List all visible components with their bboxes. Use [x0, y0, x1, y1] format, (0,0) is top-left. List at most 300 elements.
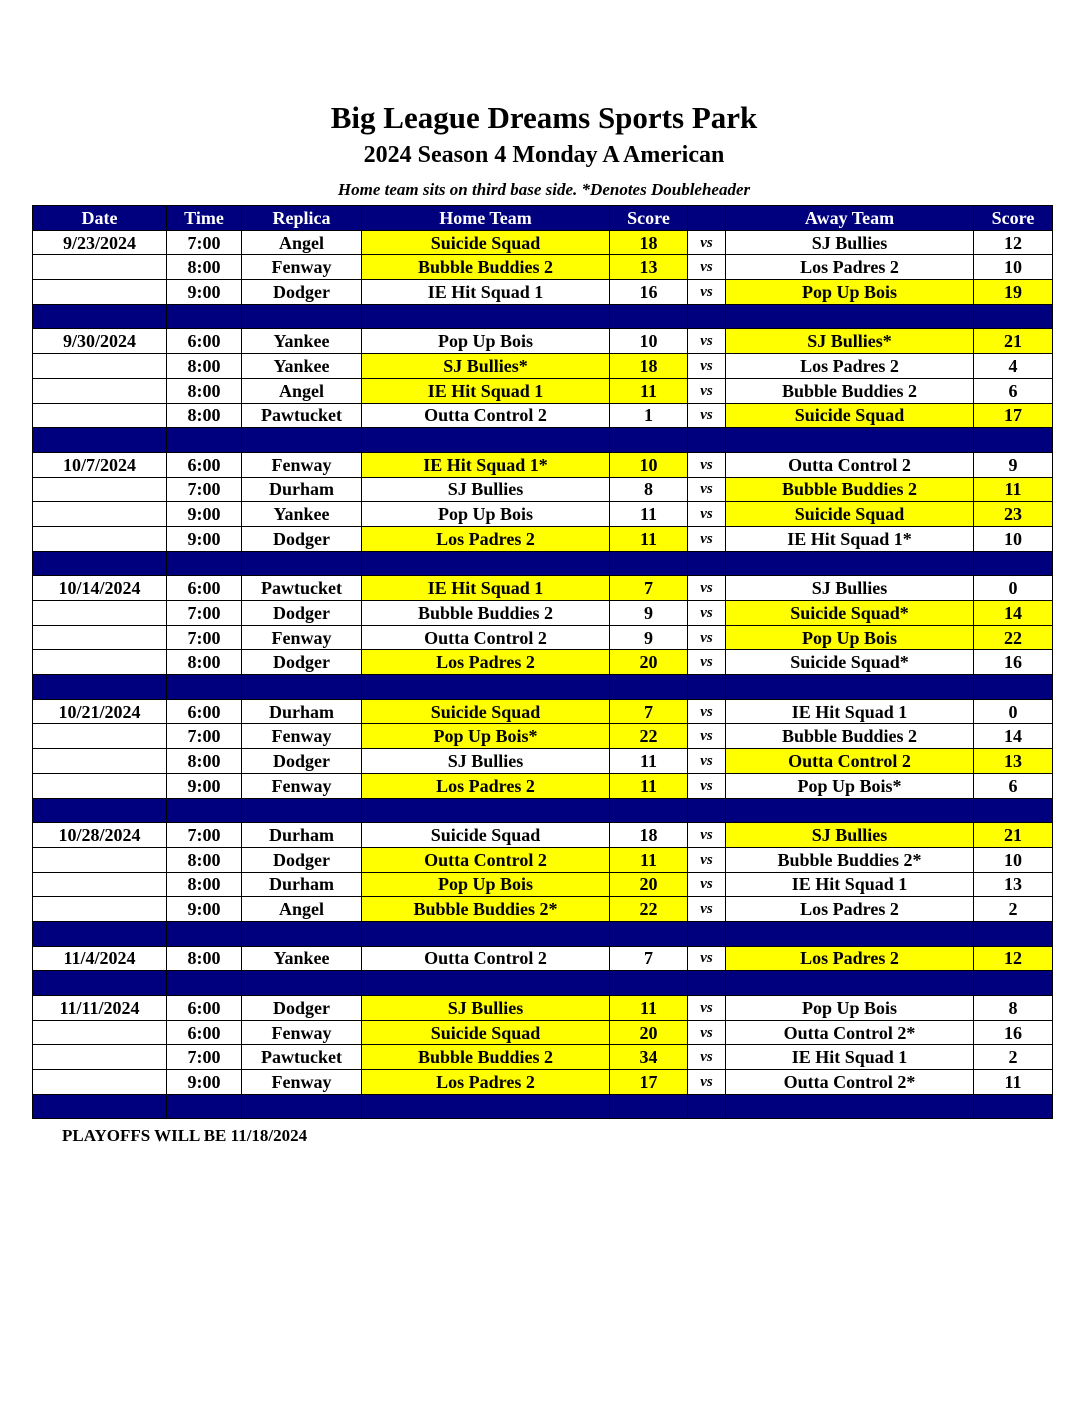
replica-cell: Dodger — [242, 280, 362, 305]
home-team-cell: Los Padres 2 — [362, 526, 610, 551]
replica-cell: Yankee — [242, 354, 362, 379]
away-team-cell: IE Hit Squad 1 — [726, 1045, 974, 1070]
away-score-cell: 14 — [974, 601, 1053, 626]
week-separator-row — [33, 971, 1053, 996]
col-header-away-score: Score — [974, 206, 1053, 231]
separator-cell — [974, 921, 1053, 946]
time-cell: 6:00 — [167, 1020, 242, 1045]
separator-cell — [974, 304, 1053, 329]
replica-cell: Yankee — [242, 329, 362, 354]
time-cell: 7:00 — [167, 601, 242, 626]
separator-cell — [33, 428, 167, 453]
vs-cell: vs — [688, 477, 726, 502]
table-row — [33, 452, 1053, 477]
vs-cell: vs — [688, 576, 726, 601]
home-score-cell: 9 — [610, 625, 688, 650]
week-separator-row — [33, 921, 1053, 946]
home-score-cell: 11 — [610, 526, 688, 551]
replica-cell: Fenway — [242, 1070, 362, 1095]
separator-cell — [688, 971, 726, 996]
away-team-cell: IE Hit Squad 1 — [726, 699, 974, 724]
time-cell: 9:00 — [167, 280, 242, 305]
table-row — [33, 724, 1053, 749]
replica-cell: Angel — [242, 897, 362, 922]
vs-cell: vs — [688, 280, 726, 305]
separator-cell — [167, 971, 242, 996]
vs-cell: vs — [688, 378, 726, 403]
date-cell: 10/14/2024 — [33, 576, 167, 601]
date-cell — [33, 724, 167, 749]
separator-cell — [167, 798, 242, 823]
home-score-cell: 20 — [610, 872, 688, 897]
col-header-time: Time — [167, 206, 242, 231]
date-cell — [33, 847, 167, 872]
separator-cell — [688, 675, 726, 700]
away-team-cell: Los Padres 2 — [726, 897, 974, 922]
date-cell — [33, 650, 167, 675]
away-team-cell: Bubble Buddies 2 — [726, 477, 974, 502]
replica-cell: Dodger — [242, 650, 362, 675]
home-team-cell: Outta Control 2 — [362, 847, 610, 872]
replica-cell: Durham — [242, 872, 362, 897]
separator-cell — [726, 551, 974, 576]
separator-cell — [610, 921, 688, 946]
col-header-date: Date — [33, 206, 167, 231]
separator-cell — [33, 921, 167, 946]
away-score-cell: 2 — [974, 897, 1053, 922]
time-cell: 9:00 — [167, 773, 242, 798]
replica-cell: Dodger — [242, 601, 362, 626]
replica-cell: Durham — [242, 477, 362, 502]
separator-cell — [167, 921, 242, 946]
table-row — [33, 650, 1053, 675]
week-separator-row — [33, 1094, 1053, 1119]
home-score-cell: 18 — [610, 230, 688, 255]
table-row — [33, 1070, 1053, 1095]
date-cell — [33, 625, 167, 650]
home-team-cell: Suicide Squad — [362, 699, 610, 724]
date-cell — [33, 1045, 167, 1070]
home-score-cell: 13 — [610, 255, 688, 280]
replica-cell: Pawtucket — [242, 1045, 362, 1070]
separator-cell — [726, 971, 974, 996]
date-cell — [33, 477, 167, 502]
table-row — [33, 255, 1053, 280]
separator-cell — [167, 304, 242, 329]
separator-cell — [33, 1094, 167, 1119]
separator-cell — [688, 1094, 726, 1119]
away-team-cell: SJ Bullies* — [726, 329, 974, 354]
time-cell: 8:00 — [167, 847, 242, 872]
table-row — [33, 230, 1053, 255]
date-cell: 10/7/2024 — [33, 452, 167, 477]
replica-cell: Fenway — [242, 724, 362, 749]
date-cell — [33, 773, 167, 798]
away-team-cell: Outta Control 2 — [726, 749, 974, 774]
home-score-cell: 20 — [610, 650, 688, 675]
home-score-cell: 11 — [610, 773, 688, 798]
away-score-cell: 11 — [974, 1070, 1053, 1095]
separator-cell — [688, 798, 726, 823]
vs-cell: vs — [688, 996, 726, 1021]
table-row — [33, 477, 1053, 502]
away-score-cell: 16 — [974, 650, 1053, 675]
table-row — [33, 847, 1053, 872]
home-score-cell: 1 — [610, 403, 688, 428]
replica-cell: Angel — [242, 230, 362, 255]
col-header-away-team: Away Team — [726, 206, 974, 231]
replica-cell: Dodger — [242, 996, 362, 1021]
away-team-cell: Pop Up Bois — [726, 996, 974, 1021]
time-cell: 8:00 — [167, 255, 242, 280]
separator-cell — [610, 1094, 688, 1119]
away-team-cell: Suicide Squad — [726, 403, 974, 428]
vs-cell: vs — [688, 946, 726, 971]
separator-cell — [726, 1094, 974, 1119]
away-score-cell: 22 — [974, 625, 1053, 650]
vs-cell: vs — [688, 403, 726, 428]
vs-cell: vs — [688, 452, 726, 477]
home-team-cell: Bubble Buddies 2* — [362, 897, 610, 922]
col-header-replica: Replica — [242, 206, 362, 231]
replica-cell: Yankee — [242, 946, 362, 971]
replica-cell: Fenway — [242, 255, 362, 280]
separator-cell — [726, 675, 974, 700]
separator-cell — [688, 304, 726, 329]
home-team-cell: Bubble Buddies 2 — [362, 601, 610, 626]
home-team-cell: Suicide Squad — [362, 230, 610, 255]
vs-cell: vs — [688, 329, 726, 354]
table-row — [33, 996, 1053, 1021]
replica-cell: Fenway — [242, 452, 362, 477]
separator-cell — [167, 551, 242, 576]
date-cell — [33, 1070, 167, 1095]
replica-cell: Dodger — [242, 847, 362, 872]
time-cell: 8:00 — [167, 650, 242, 675]
home-team-cell: Los Padres 2 — [362, 650, 610, 675]
table-row — [33, 872, 1053, 897]
home-score-cell: 18 — [610, 354, 688, 379]
vs-cell: vs — [688, 724, 726, 749]
page-subtitle: 2024 Season 4 Monday A American — [363, 142, 725, 168]
schedule-body — [33, 230, 1053, 1119]
time-cell: 6:00 — [167, 452, 242, 477]
separator-cell — [974, 798, 1053, 823]
home-score-cell: 11 — [610, 996, 688, 1021]
replica-cell: Pawtucket — [242, 403, 362, 428]
col-header-home-team: Home Team — [362, 206, 610, 231]
home-score-cell: 17 — [610, 1070, 688, 1095]
separator-cell — [242, 1094, 362, 1119]
date-cell: 9/30/2024 — [33, 329, 167, 354]
home-team-cell: Pop Up Bois — [362, 502, 610, 527]
vs-cell: vs — [688, 526, 726, 551]
vs-cell: vs — [688, 255, 726, 280]
col-header-vs — [688, 206, 726, 231]
away-team-cell: IE Hit Squad 1 — [726, 872, 974, 897]
away-team-cell: IE Hit Squad 1* — [726, 526, 974, 551]
replica-cell: Fenway — [242, 1020, 362, 1045]
replica-cell: Pawtucket — [242, 576, 362, 601]
home-team-cell: Outta Control 2 — [362, 946, 610, 971]
away-score-cell: 19 — [974, 280, 1053, 305]
away-score-cell: 6 — [974, 378, 1053, 403]
separator-cell — [33, 304, 167, 329]
separator-cell — [242, 798, 362, 823]
away-team-cell: Los Padres 2 — [726, 354, 974, 379]
week-separator-row — [33, 675, 1053, 700]
separator-cell — [242, 921, 362, 946]
home-team-cell: Outta Control 2 — [362, 403, 610, 428]
time-cell: 7:00 — [167, 823, 242, 848]
home-team-cell: Bubble Buddies 2 — [362, 1045, 610, 1070]
home-score-cell: 16 — [610, 280, 688, 305]
away-score-cell: 13 — [974, 749, 1053, 774]
schedule-note: Home team sits on third base side. *Denotes Doubleheader — [337, 180, 751, 199]
home-score-cell: 10 — [610, 452, 688, 477]
date-cell — [33, 378, 167, 403]
time-cell: 7:00 — [167, 724, 242, 749]
home-score-cell: 7 — [610, 946, 688, 971]
replica-cell: Yankee — [242, 502, 362, 527]
separator-cell — [242, 675, 362, 700]
week-separator-row — [33, 304, 1053, 329]
home-team-cell: IE Hit Squad 1* — [362, 452, 610, 477]
separator-cell — [33, 971, 167, 996]
replica-cell: Dodger — [242, 749, 362, 774]
away-score-cell: 10 — [974, 255, 1053, 280]
away-score-cell: 4 — [974, 354, 1053, 379]
vs-cell: vs — [688, 897, 726, 922]
vs-cell: vs — [688, 773, 726, 798]
home-score-cell: 7 — [610, 576, 688, 601]
vs-cell: vs — [688, 1020, 726, 1045]
time-cell: 8:00 — [167, 872, 242, 897]
date-cell — [33, 255, 167, 280]
home-score-cell: 11 — [610, 749, 688, 774]
vs-cell: vs — [688, 502, 726, 527]
away-score-cell: 21 — [974, 823, 1053, 848]
table-row — [33, 354, 1053, 379]
away-team-cell: Pop Up Bois — [726, 280, 974, 305]
separator-cell — [33, 551, 167, 576]
date-cell: 11/11/2024 — [33, 996, 167, 1021]
home-team-cell: SJ Bullies — [362, 477, 610, 502]
time-cell: 6:00 — [167, 576, 242, 601]
time-cell: 9:00 — [167, 526, 242, 551]
week-separator-row — [33, 428, 1053, 453]
vs-cell: vs — [688, 847, 726, 872]
replica-cell: Fenway — [242, 773, 362, 798]
home-score-cell: 22 — [610, 724, 688, 749]
away-team-cell: Suicide Squad* — [726, 601, 974, 626]
vs-cell: vs — [688, 354, 726, 379]
table-row — [33, 329, 1053, 354]
time-cell: 7:00 — [167, 477, 242, 502]
home-score-cell: 34 — [610, 1045, 688, 1070]
time-cell: 7:00 — [167, 1045, 242, 1070]
away-team-cell: Bubble Buddies 2 — [726, 378, 974, 403]
date-cell — [33, 502, 167, 527]
separator-cell — [688, 921, 726, 946]
table-row — [33, 946, 1053, 971]
away-score-cell: 6 — [974, 773, 1053, 798]
separator-cell — [726, 798, 974, 823]
home-score-cell: 11 — [610, 502, 688, 527]
home-score-cell: 22 — [610, 897, 688, 922]
time-cell: 9:00 — [167, 502, 242, 527]
away-team-cell: Suicide Squad — [726, 502, 974, 527]
separator-cell — [362, 921, 610, 946]
table-row — [33, 403, 1053, 428]
table-row — [33, 897, 1053, 922]
separator-cell — [362, 798, 610, 823]
home-score-cell: 20 — [610, 1020, 688, 1045]
replica-cell: Dodger — [242, 526, 362, 551]
separator-cell — [974, 1094, 1053, 1119]
table-header-row — [33, 206, 1053, 231]
table-row — [33, 823, 1053, 848]
table-row — [33, 280, 1053, 305]
separator-cell — [362, 971, 610, 996]
date-cell — [33, 872, 167, 897]
away-team-cell: Outta Control 2* — [726, 1020, 974, 1045]
vs-cell: vs — [688, 1070, 726, 1095]
home-team-cell: SJ Bullies — [362, 996, 610, 1021]
time-cell: 9:00 — [167, 1070, 242, 1095]
separator-cell — [167, 675, 242, 700]
away-score-cell: 23 — [974, 502, 1053, 527]
away-team-cell: Pop Up Bois* — [726, 773, 974, 798]
away-team-cell: SJ Bullies — [726, 230, 974, 255]
playoffs-note: PLAYOFFS WILL BE 11/18/2024 — [62, 1126, 308, 1145]
date-cell: 9/23/2024 — [33, 230, 167, 255]
away-team-cell: Los Padres 2 — [726, 255, 974, 280]
separator-cell — [726, 921, 974, 946]
time-cell: 8:00 — [167, 946, 242, 971]
home-team-cell: Pop Up Bois* — [362, 724, 610, 749]
time-cell: 7:00 — [167, 230, 242, 255]
date-cell: 10/28/2024 — [33, 823, 167, 848]
week-separator-row — [33, 551, 1053, 576]
away-team-cell: Bubble Buddies 2 — [726, 724, 974, 749]
separator-cell — [362, 304, 610, 329]
table-row — [33, 576, 1053, 601]
home-team-cell: Pop Up Bois — [362, 872, 610, 897]
separator-cell — [610, 428, 688, 453]
home-team-cell: IE Hit Squad 1 — [362, 280, 610, 305]
separator-cell — [610, 304, 688, 329]
vs-cell: vs — [688, 601, 726, 626]
home-score-cell: 7 — [610, 699, 688, 724]
home-score-cell: 9 — [610, 601, 688, 626]
replica-cell: Durham — [242, 699, 362, 724]
separator-cell — [974, 551, 1053, 576]
date-cell — [33, 403, 167, 428]
time-cell: 8:00 — [167, 354, 242, 379]
home-team-cell: Suicide Squad — [362, 1020, 610, 1045]
separator-cell — [167, 428, 242, 453]
away-score-cell: 10 — [974, 526, 1053, 551]
away-score-cell: 8 — [974, 996, 1053, 1021]
date-cell — [33, 749, 167, 774]
home-team-cell: Los Padres 2 — [362, 773, 610, 798]
replica-cell: Durham — [242, 823, 362, 848]
away-score-cell: 21 — [974, 329, 1053, 354]
home-score-cell: 11 — [610, 847, 688, 872]
separator-cell — [167, 1094, 242, 1119]
separator-cell — [688, 428, 726, 453]
away-team-cell: Suicide Squad* — [726, 650, 974, 675]
away-team-cell: SJ Bullies — [726, 823, 974, 848]
home-team-cell: IE Hit Squad 1 — [362, 378, 610, 403]
vs-cell: vs — [688, 872, 726, 897]
table-row — [33, 699, 1053, 724]
date-cell — [33, 526, 167, 551]
away-score-cell: 0 — [974, 699, 1053, 724]
time-cell: 6:00 — [167, 699, 242, 724]
date-cell: 11/4/2024 — [33, 946, 167, 971]
date-cell — [33, 601, 167, 626]
table-row — [33, 526, 1053, 551]
separator-cell — [242, 971, 362, 996]
time-cell: 6:00 — [167, 329, 242, 354]
vs-cell: vs — [688, 625, 726, 650]
time-cell: 9:00 — [167, 897, 242, 922]
home-team-cell: Bubble Buddies 2 — [362, 255, 610, 280]
separator-cell — [974, 675, 1053, 700]
table-row — [33, 502, 1053, 527]
away-score-cell: 14 — [974, 724, 1053, 749]
date-cell — [33, 1020, 167, 1045]
table-row — [33, 1020, 1053, 1045]
date-cell — [33, 354, 167, 379]
home-team-cell: Los Padres 2 — [362, 1070, 610, 1095]
separator-cell — [610, 798, 688, 823]
home-team-cell: Pop Up Bois — [362, 329, 610, 354]
away-score-cell: 9 — [974, 452, 1053, 477]
home-team-cell: SJ Bullies — [362, 749, 610, 774]
away-team-cell: Los Padres 2 — [726, 946, 974, 971]
away-score-cell: 13 — [974, 872, 1053, 897]
away-score-cell: 10 — [974, 847, 1053, 872]
vs-cell: vs — [688, 650, 726, 675]
home-team-cell: SJ Bullies* — [362, 354, 610, 379]
separator-cell — [974, 971, 1053, 996]
table-row — [33, 601, 1053, 626]
separator-cell — [688, 551, 726, 576]
separator-cell — [362, 1094, 610, 1119]
away-score-cell: 17 — [974, 403, 1053, 428]
separator-cell — [610, 675, 688, 700]
table-row — [33, 625, 1053, 650]
away-score-cell: 2 — [974, 1045, 1053, 1070]
separator-cell — [726, 304, 974, 329]
table-row — [33, 378, 1053, 403]
vs-cell: vs — [688, 1045, 726, 1070]
separator-cell — [610, 971, 688, 996]
separator-cell — [726, 428, 974, 453]
table-row — [33, 749, 1053, 774]
date-cell: 10/21/2024 — [33, 699, 167, 724]
away-score-cell: 12 — [974, 946, 1053, 971]
date-cell — [33, 280, 167, 305]
time-cell: 6:00 — [167, 996, 242, 1021]
col-header-home-score: Score — [610, 206, 688, 231]
home-team-cell: IE Hit Squad 1 — [362, 576, 610, 601]
home-score-cell: 8 — [610, 477, 688, 502]
away-team-cell: Pop Up Bois — [726, 625, 974, 650]
